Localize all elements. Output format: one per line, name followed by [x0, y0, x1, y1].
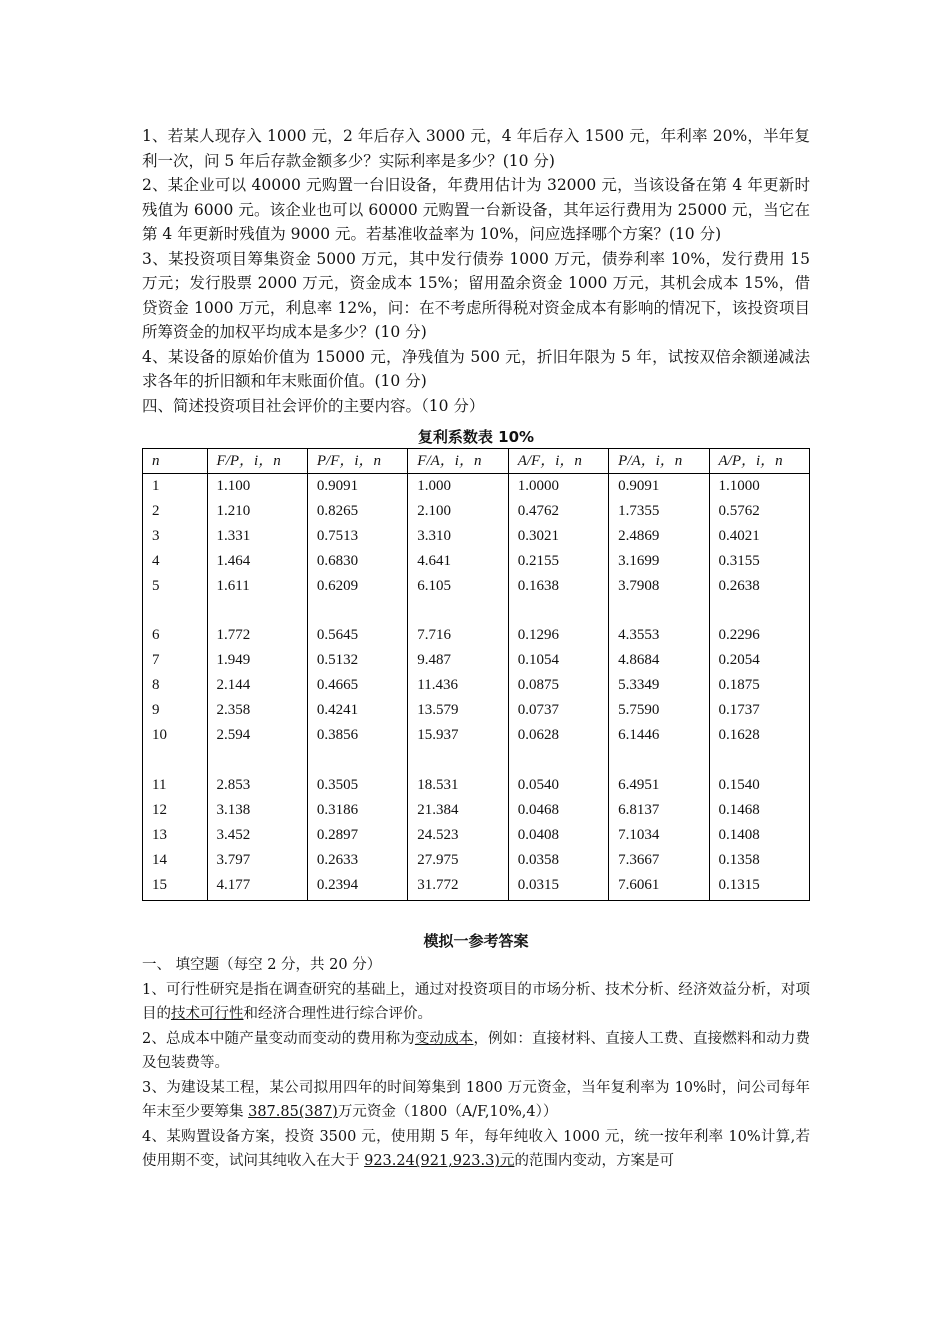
table-cell: 3.7908: [609, 574, 709, 599]
table-cell: 0.1468: [709, 798, 809, 823]
table-cell: 0.9091: [307, 474, 407, 499]
table-cell: 0.5762: [709, 499, 809, 524]
table-title: 复利系数表 10%: [417, 428, 535, 446]
table-cell-n: 14: [143, 848, 208, 873]
compound-factor-table: [142, 448, 810, 901]
table-cell: 1.464: [207, 549, 307, 574]
table-cell: 0.4241: [307, 698, 407, 723]
table-cell: 1.331: [207, 524, 307, 549]
table-cell: 6.8137: [609, 798, 709, 823]
table-cell: 1.949: [207, 648, 307, 673]
table-cell: 2.594: [207, 723, 307, 748]
table-cell: 0.1358: [709, 848, 809, 873]
answer-4-blank: 923.24(921,923.3)元: [364, 1153, 515, 1170]
table-cell: 4.177: [207, 873, 307, 901]
table-cell: [709, 599, 809, 624]
table-cell: 0.2155: [508, 549, 608, 574]
table-cell: 0.3186: [307, 798, 407, 823]
table-cell: 0.0540: [508, 773, 608, 798]
table-cell: 0.7513: [307, 524, 407, 549]
table-cell: 0.4665: [307, 673, 407, 698]
table-cell: 7.716: [408, 623, 508, 648]
table-body: [143, 474, 810, 901]
table-cell-n: 1: [143, 474, 208, 499]
question-2: 2、某企业可以 40000 元购置一台旧设备，年费用估计为 32000 元，当该设备在第 4 年更新时残值为 6000 元。该企业也可以 60000 元购置一台新设备，其年运行费用为 25000 元，当它在第 4 年更新时残值为 9000 元。若基准收益率为 10%，问应选择哪个方案？(10 分): [142, 176, 810, 243]
table-cell-n: 13: [143, 823, 208, 848]
table-cell: 0.0737: [508, 698, 608, 723]
table-row: [143, 823, 810, 848]
table-cell: 2.4869: [609, 524, 709, 549]
answer-2-text-b: ，例如：直接材料、直接人工费、直接燃料和动力费及包装费等。: [142, 1030, 810, 1072]
table-cell: [207, 748, 307, 773]
table-cell: 0.2633: [307, 848, 407, 873]
table-cell: 0.6209: [307, 574, 407, 599]
table-cell: 0.8265: [307, 499, 407, 524]
table-row: [143, 524, 810, 549]
answer-4-text-a: 4、某购置设备方案，投资 3500 元，使用期 5 年，每年纯收入 1000 元，统一按年利率 10%计算,若使用期不变，试问其纯收入在大于: [142, 1128, 810, 1170]
answer-3: [142, 1076, 810, 1125]
table-cell: 1.100: [207, 474, 307, 499]
table-cell: 31.772: [408, 873, 508, 901]
table-cell: 0.0358: [508, 848, 608, 873]
table-cell-n: 4: [143, 549, 208, 574]
table-cell-n: 6: [143, 623, 208, 648]
answer-2-blank: 变动成本: [414, 1030, 474, 1047]
answer-3-blank: 387.85(387): [248, 1104, 338, 1121]
table-cell: 3.797: [207, 848, 307, 873]
header-pf: P/F，i，n: [307, 449, 407, 474]
table-cell: 0.2394: [307, 873, 407, 901]
table-cell: 4.641: [408, 549, 508, 574]
answer-4-text-b: 的范围内变动，方案是可: [514, 1153, 674, 1170]
table-cell: 1.7355: [609, 499, 709, 524]
answers-section: [142, 953, 810, 1174]
table-cell: 6.4951: [609, 773, 709, 798]
table-row: [143, 623, 810, 648]
table-cell: 4.3553: [609, 623, 709, 648]
table-cell: 0.1408: [709, 823, 809, 848]
table-row: [143, 574, 810, 599]
table-cell: 0.2638: [709, 574, 809, 599]
table-cell-n: 11: [143, 773, 208, 798]
answer-1-text-b: 和经济合理性进行综合评价。: [243, 1006, 432, 1023]
table-cell: 0.4762: [508, 499, 608, 524]
table-cell: 0.1296: [508, 623, 608, 648]
table-cell: [307, 748, 407, 773]
table-cell: 1.210: [207, 499, 307, 524]
table-cell-n: 5: [143, 574, 208, 599]
table-row: [143, 798, 810, 823]
answer-3-text-b: 万元资金（1800（A/F,10%,4））: [337, 1104, 558, 1121]
table-header-row: [143, 449, 810, 474]
table-cell: 7.6061: [609, 873, 709, 901]
table-cell: 27.975: [408, 848, 508, 873]
table-row: [143, 673, 810, 698]
answer-1: [142, 978, 810, 1027]
table-cell: 5.3349: [609, 673, 709, 698]
table-cell: 21.384: [408, 798, 508, 823]
table-cell: 3.310: [408, 524, 508, 549]
table-cell-n: 9: [143, 698, 208, 723]
table-cell: 0.1737: [709, 698, 809, 723]
table-row: [143, 499, 810, 524]
table-cell: [508, 748, 608, 773]
answers-section-heading: 一、 填空题（每空 2 分，共 20 分）: [142, 957, 382, 974]
table-cell: 0.1540: [709, 773, 809, 798]
table-cell: 1.1000: [709, 474, 809, 499]
table-cell-n: [143, 748, 208, 773]
table-cell: 1.0000: [508, 474, 608, 499]
table-cell: [307, 599, 407, 624]
document-page: [142, 124, 810, 1174]
table-cell: 2.100: [408, 499, 508, 524]
table-cell: 0.0875: [508, 673, 608, 698]
table-cell: 2.853: [207, 773, 307, 798]
question-essay: 四、简述投资项目社会评价的主要内容。（10 分）: [142, 396, 485, 415]
header-n: n: [143, 449, 208, 474]
table-cell: 15.937: [408, 723, 508, 748]
table-cell: 0.3155: [709, 549, 809, 574]
table-spacer-row: [143, 599, 810, 624]
table-cell-n: [143, 599, 208, 624]
table-cell: 5.7590: [609, 698, 709, 723]
answer-2: [142, 1027, 810, 1076]
table-row: [143, 723, 810, 748]
table-cell: 0.9091: [609, 474, 709, 499]
table-cell: 0.1054: [508, 648, 608, 673]
question-3: 3、某投资项目筹集资金 5000 万元，其中发行债券 1000 万元，债券利率 10%，发行费用 15 万元；发行股票 2000 万元，资金成本 15%；留用盈余资金 1000 万元，其机会成本 15%，借贷资金 1000 万元，利息率 12%，问：在不考虑所得税对资金成本有影响的情况下，该投资项目所筹资金的加权平均成本是多少？(10 分): [142, 249, 810, 341]
table-cell: 1.611: [207, 574, 307, 599]
table-cell: [609, 748, 709, 773]
table-cell: 0.2054: [709, 648, 809, 673]
table-cell: 3.452: [207, 823, 307, 848]
table-cell: 0.3856: [307, 723, 407, 748]
table-cell: 0.3021: [508, 524, 608, 549]
table-cell: 6.105: [408, 574, 508, 599]
table-cell: 0.0628: [508, 723, 608, 748]
table-row: [143, 474, 810, 499]
answer-2-text-a: 2、总成本中随产量变动而变动的费用称为: [142, 1030, 415, 1047]
table-cell: 0.1875: [709, 673, 809, 698]
question-1: 1、若某人现存入 1000 元，2 年后存入 3000 元，4 年后存入 1500 元，年利率 20%，半年复利一次，问 5 年后存款金额多少？实际利率是多少？(10 分): [142, 127, 810, 170]
table-cell-n: 3: [143, 524, 208, 549]
table-cell: 7.3667: [609, 848, 709, 873]
table-cell: 0.2897: [307, 823, 407, 848]
table-cell: 0.6830: [307, 549, 407, 574]
table-cell: 0.0315: [508, 873, 608, 901]
table-cell: 0.3505: [307, 773, 407, 798]
table-cell: 4.8684: [609, 648, 709, 673]
header-fa: F/A，i，n: [408, 449, 508, 474]
table-cell: 0.5645: [307, 623, 407, 648]
table-cell: 9.487: [408, 648, 508, 673]
table-cell: 0.4021: [709, 524, 809, 549]
questions-section: [142, 124, 810, 418]
answer-3-text-a: 3、为建设某工程，某公司拟用四年的时间筹集到 1800 万元资金，当年复利率为 10%时，问公司每年年末至少要筹集: [142, 1079, 810, 1121]
table-cell-n: 2: [143, 499, 208, 524]
table-row: [143, 848, 810, 873]
table-cell: 18.531: [408, 773, 508, 798]
table-cell-n: 8: [143, 673, 208, 698]
table-cell: 3.1699: [609, 549, 709, 574]
table-cell: 2.144: [207, 673, 307, 698]
table-cell: 3.138: [207, 798, 307, 823]
header-af: A/F，i，n: [508, 449, 608, 474]
table-cell-n: 15: [143, 873, 208, 901]
table-cell: 7.1034: [609, 823, 709, 848]
table-cell: [609, 599, 709, 624]
table-cell: [508, 599, 608, 624]
table-cell: [408, 599, 508, 624]
table-cell-n: 12: [143, 798, 208, 823]
table-cell: 0.0468: [508, 798, 608, 823]
table-cell: [408, 748, 508, 773]
header-pa: P/A，i，n: [609, 449, 709, 474]
table-cell: [207, 599, 307, 624]
table-spacer-row: [143, 748, 810, 773]
table-cell: 2.358: [207, 698, 307, 723]
answers-title: 模拟一参考答案: [423, 932, 529, 951]
table-cell-n: 7: [143, 648, 208, 673]
table-cell-n: 10: [143, 723, 208, 748]
table-cell: [709, 748, 809, 773]
answer-4: [142, 1125, 810, 1174]
answer-1-text-a: 1、可行性研究是指在调查研究的基础上，通过对投资项目的市场分析、技术分析、经济效益分析，对项目的: [142, 981, 810, 1023]
table-row: [143, 549, 810, 574]
table-cell: 24.523: [408, 823, 508, 848]
table-cell: 0.2296: [709, 623, 809, 648]
table-cell: 0.1638: [508, 574, 608, 599]
table-cell: 6.1446: [609, 723, 709, 748]
table-cell: 0.5132: [307, 648, 407, 673]
table-cell: 1.000: [408, 474, 508, 499]
answer-1-blank: 技术可行性: [171, 1006, 244, 1023]
table-cell: 0.0408: [508, 823, 608, 848]
header-fp: F/P，i，n: [207, 449, 307, 474]
table-row: [143, 773, 810, 798]
table-cell: 0.1315: [709, 873, 809, 901]
table-row: [143, 648, 810, 673]
question-4: 4、某设备的原始价值为 15000 元，净残值为 500 元，折旧年限为 5 年，试按双倍余额递减法求各年的折旧额和年末账面价值。(10 分): [142, 347, 810, 390]
table-row: [143, 698, 810, 723]
table-cell: 13.579: [408, 698, 508, 723]
table-row: [143, 873, 810, 901]
header-ap: A/P，i，n: [709, 449, 809, 474]
table-cell: 0.1628: [709, 723, 809, 748]
table-cell: 1.772: [207, 623, 307, 648]
table-cell: 11.436: [408, 673, 508, 698]
